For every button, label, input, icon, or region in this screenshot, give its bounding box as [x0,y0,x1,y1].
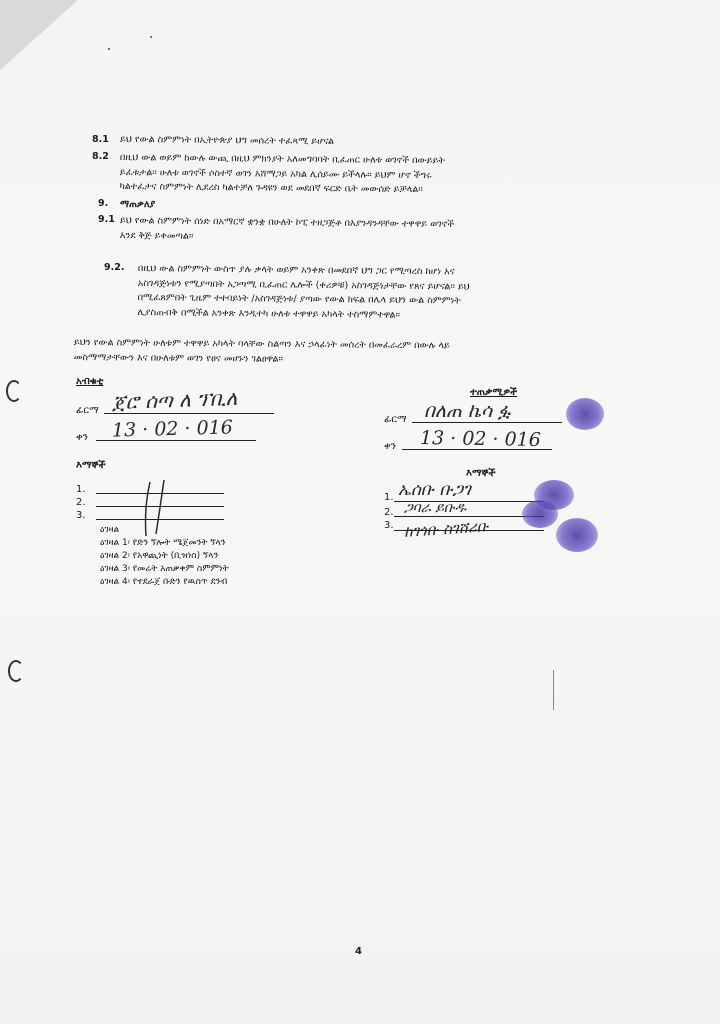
punch-hole-bottom [8,660,22,680]
date-label: ቀን [384,441,396,452]
text-line: በዚህ ውል ወይም ከውሉ ውጪ በዚህ ምክንያት አለመግባባት ቢፈጠር ሁለቱ ወገኖች በውይይት [119,151,445,167]
thumbprint-stamp [566,398,604,430]
clause-8-1-text: ይህ የውል ስምምነት በኢትዮጵያ ህግ መሰረት ተፈጻሚ ይሆናል [119,133,335,148]
text-line: በሚፈጸምበት ጊዜም ተተባይነት /አስገዳጅነቱ/ ያጣው የውል ክፍል በሌላ ይህን ውል ስምምነት [137,291,461,307]
text-line: ይህ የውል ስምምነት ሰነድ በአማርኛ ቋንቋ በሁለት ኮፒ ተዘጋጅቶ በእያንዳንዳቸው ተዋዋይ ወገኖች [119,214,455,231]
margin-mark [553,670,554,710]
witness-2-signature: ጋባራ ይቡዱ [404,500,467,516]
clause-number: 8.2 [92,151,109,162]
right-date-value: 13 · 02 · 016 [419,426,542,452]
witness-number: 3. [384,520,394,531]
text-line: አስገዳጅነቱን የሚያጣበት አጋጣሚ ቢፈጠር ሌሎች (ቀሪዎቹ) አስገዳጅነታቸው የጸና ይሆናል፡፡ ይህ [137,277,470,292]
signature-label: ፊርማ [76,405,99,416]
left-witnesses-heading: እማኞች [76,460,106,471]
right-witnesses-heading: እማኞች [466,468,496,479]
page-number: 4 [355,946,362,957]
folded-corner [0,0,78,70]
witness-1-signature: ኤሰቡ ቡጋገ [398,480,471,500]
witness-number: 2. [76,497,86,508]
annex-item: ዕገዛል 4፡ የተደራጀ ቡድን የዉስጥ ደንብ [100,577,228,587]
section-9-title: ማጠቃለያ [120,199,156,210]
thumbprint-stamp [556,518,598,552]
text-line: ሊያስጠብቅ በሚችል አንቀጽ እንዲተካ ሁለቱ ተዋዋይ አካላት ተስማምተዋል፡፡ [137,306,401,321]
date-label: ቀን [76,432,88,443]
closing-statement [74,336,450,368]
text-line: ካልተፈታና ስምምነት ሊደረስ ካልተቻለ ጉዳዩን ወደ መደበኛ ፍርድ ቤት መውሰድ ይቻላል፡፡ [119,180,423,196]
clause-8-2-text [120,151,445,198]
witness-number: 3. [76,510,86,521]
clause-9-1-text [120,214,455,247]
clause-9-2-text [137,262,470,323]
witness-number: 1. [76,484,86,495]
punch-hole-top [6,380,20,400]
text-line: ይህን የውል ስምምነት ሁለቱም ተዋዋይ አካላት ባላቸው ስልጣን እና ኃላፊነት መሰረት በመፈራረም በውሉ ላይ [73,336,450,352]
text-line: መስማማታቸውን እና በሁለቱም ወገን የፀና መሆኑን ገልፀዋል፡፡ [73,351,284,365]
right-signature: በለጠ ኬሳ ፏ [424,400,511,422]
annex-item: ዕገዛል 3፡ የመሬት አጠቃቀም ስምምነት [100,564,229,574]
thumbprint-stamp [522,500,558,528]
signature-line [412,422,562,423]
witness-number: 2. [384,507,394,518]
left-signature: ጀሮ ሰጣ ለ ፕቢለ [111,385,238,415]
signature-line [104,413,274,414]
left-party-heading: አብቁቲ [76,376,104,387]
text-line: ይፈቱታል፡፡ ሁለቱ ወገኖች ሶስተኛ ወገን አሸማጋይ አካል ሊሰይሙ ይችላሉ፡፡ ይህም ሆኖ ችግሩ [119,166,432,181]
witness-number: 1. [384,492,394,503]
clause-number: 9.1 [98,214,115,225]
witness-line [394,530,544,531]
annex-item: ዕገዛል 2፡ የአዋጪነት (ቢዝነስ) ኘላን [100,551,219,561]
annex-item: ዕገዛል 1፡ የድን ኘሎት ሜጀመንት ኘላን [100,538,226,548]
witness-3-signature: ከገጎቡ ስገሸሪቡ [403,517,489,541]
text-line: እንደ ቅጅ ይቀመጣል፡፡ [119,229,194,242]
annex-title: ዕገዛል [100,525,120,535]
speck [150,36,152,38]
left-date-value: 13 · 02 · 016 [111,416,234,442]
clause-number: 9.2. [104,262,125,273]
date-line [402,449,552,450]
clause-number: 8.1 [92,134,109,145]
annex-list [100,524,229,589]
date-line [96,440,256,441]
text-line: በዚህ ውል ስምምነት ውስጥ ያሉ ቃላት ወይም አንቀጽ በመደበኛ ህግ ጋር የሚጣረስ ከሆነ እና [137,262,455,278]
right-party-heading: ተጠቃሚዎች [470,387,518,398]
speck [108,48,110,50]
signature-label: ፊርማ [384,414,407,425]
section-number: 9. [98,198,109,209]
